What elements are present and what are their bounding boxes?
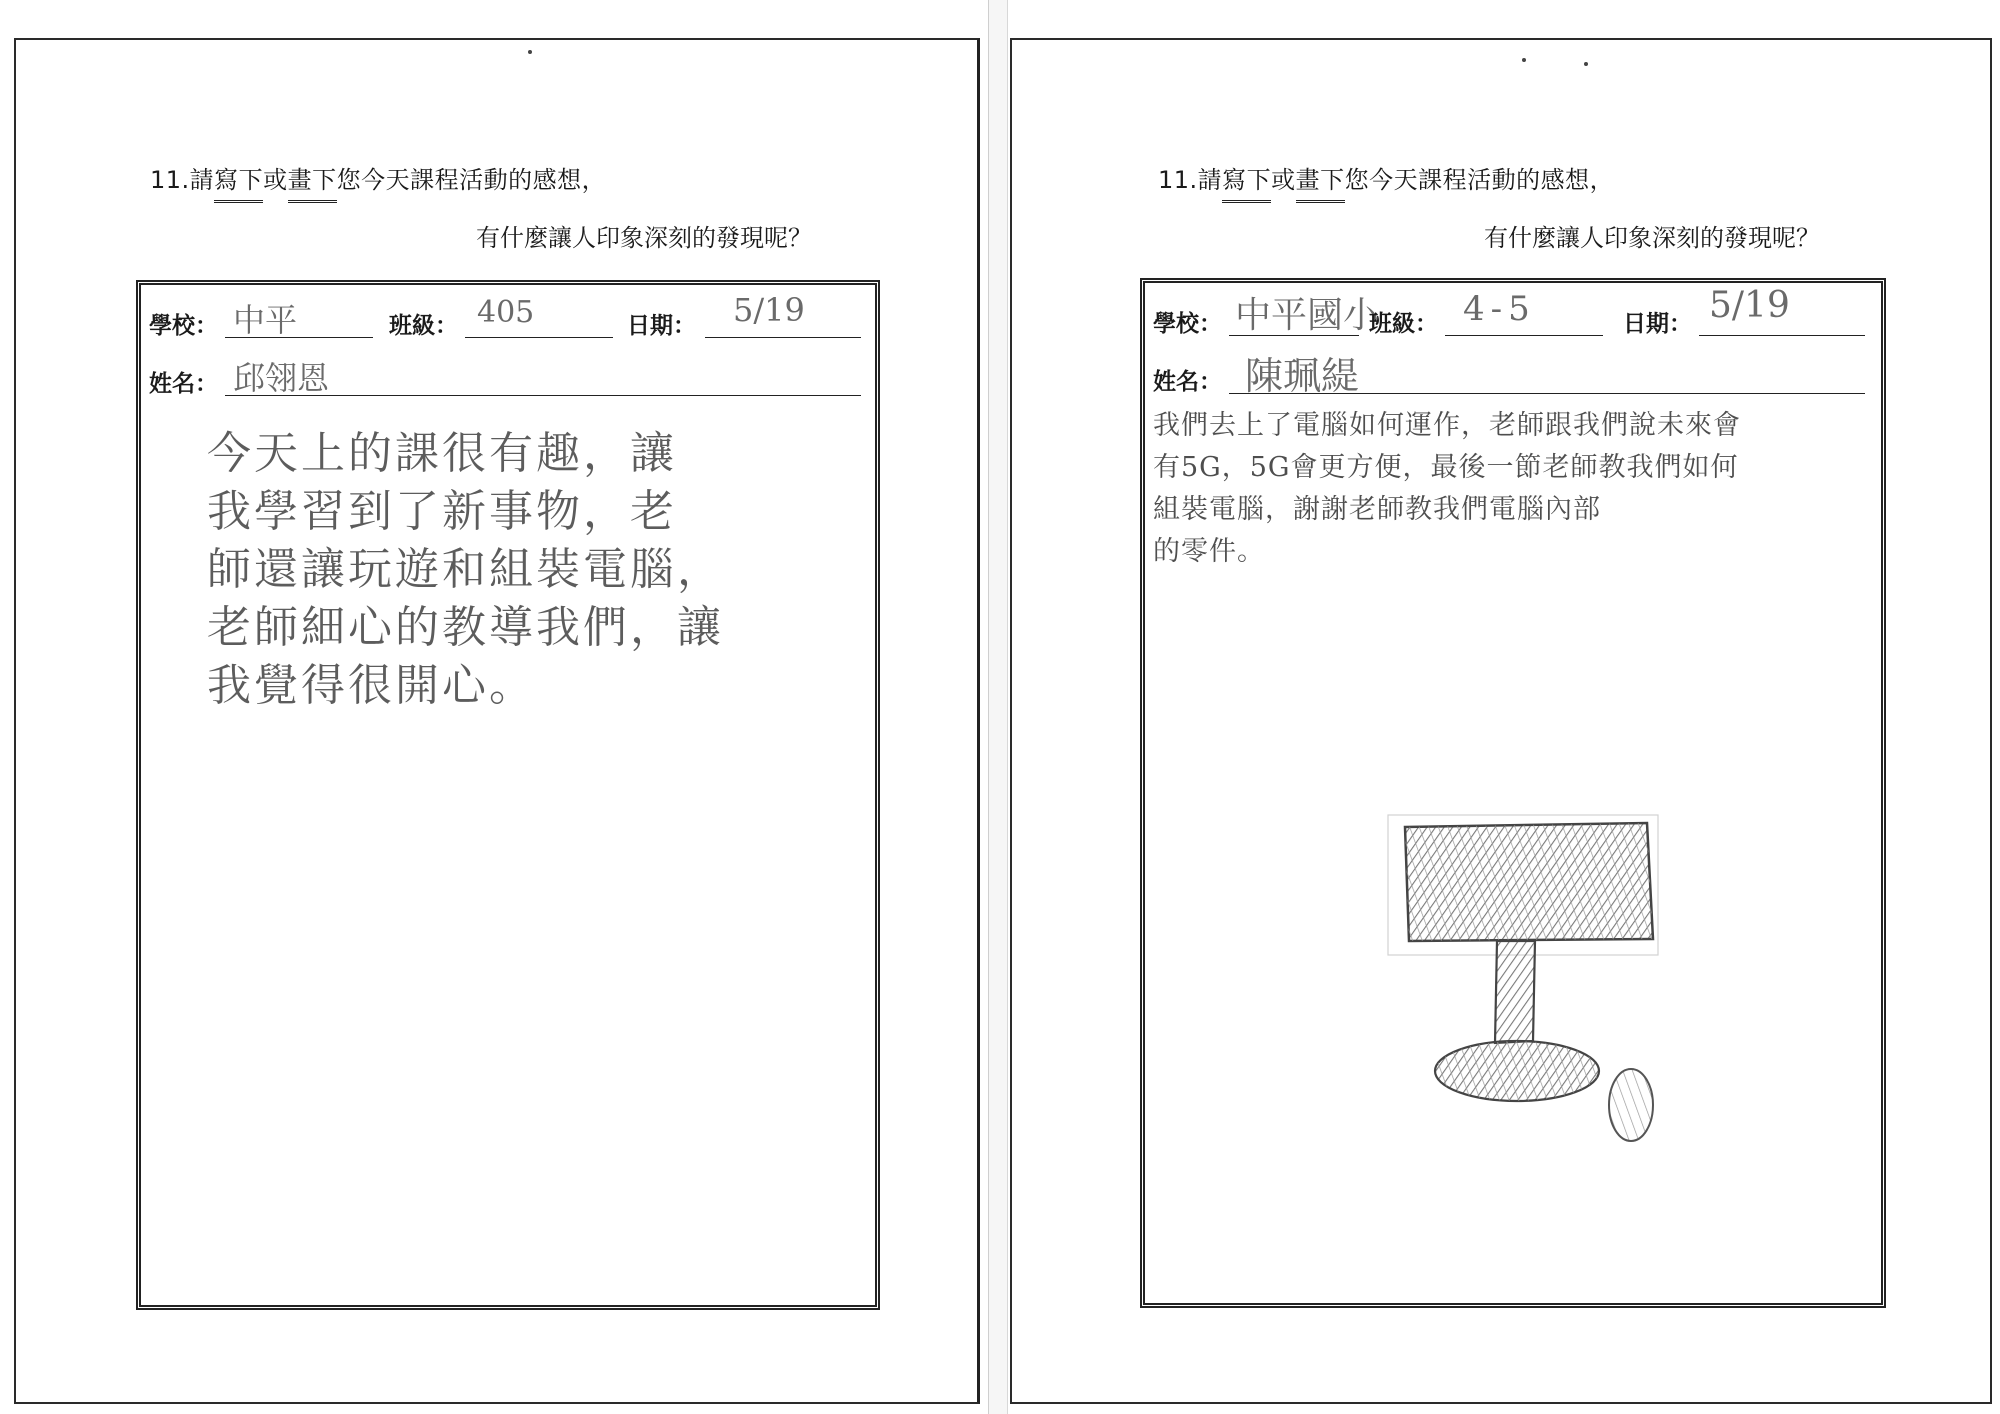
- name-label: 姓名：: [149, 371, 218, 397]
- underlined-word: 畫下: [1296, 160, 1345, 195]
- date-value: 5/19: [733, 291, 805, 329]
- worksheet-left: [14, 38, 980, 1404]
- class-value: 405: [477, 295, 535, 330]
- school-label: 學校：: [149, 313, 218, 339]
- essay-line: 有5G，5G會更方便，最後一節老師教我們如何: [1153, 452, 1739, 483]
- name-label: 姓名：: [1153, 369, 1222, 395]
- scan-speck: [528, 50, 532, 54]
- school-value: 中平: [233, 301, 298, 339]
- monitor-base-shading: [1435, 1041, 1599, 1101]
- class-label: 班級：: [389, 313, 458, 339]
- date-line: [705, 337, 861, 338]
- class-value: 4-5: [1463, 289, 1536, 329]
- essay-line: 我們去上了電腦如何運作，老師跟我們說未來會: [1153, 410, 1741, 441]
- essay-line: 今天上的課很有趣，讓: [207, 428, 677, 479]
- question-number: 11.: [150, 166, 190, 194]
- date-label: 日期：: [627, 313, 696, 339]
- essay-text: [207, 425, 724, 715]
- essay-line: 師還讓玩遊和組裝電腦，: [207, 544, 724, 595]
- monitor-screen-shading: [1405, 823, 1653, 941]
- date-label: 日期：: [1623, 311, 1692, 337]
- school-value: 中平國小: [1235, 295, 1380, 336]
- binding-spine: [988, 0, 1008, 1414]
- underlined-word: 畫下: [288, 160, 337, 195]
- question-line-1: 11.請寫下或畫下您今天課程活動的感想，: [1158, 160, 1614, 195]
- class-label: 班級：: [1369, 311, 1438, 337]
- question-number: 11.: [1158, 166, 1198, 194]
- scan-speck: [1584, 62, 1588, 66]
- computer-monitor-drawing: [1385, 813, 1685, 1213]
- essay-line: 組裝電腦，謝謝老師教我們電腦內部: [1153, 494, 1601, 525]
- school-label: 學校：: [1153, 311, 1222, 337]
- date-value: 5/19: [1709, 285, 1790, 326]
- essay-line: 老師細心的教導我們，讓: [207, 602, 724, 653]
- essay-text: [1153, 405, 1741, 573]
- underlined-word: 寫下: [1222, 160, 1271, 195]
- underlined-word: 寫下: [214, 160, 263, 195]
- question-line-1: 11.請寫下或畫下您今天課程活動的感想，: [150, 160, 606, 195]
- computer-mouse: [1609, 1069, 1653, 1141]
- monitor-stand-neck: [1495, 941, 1535, 1043]
- name-value: 陳珮緹: [1245, 354, 1360, 398]
- question-line-2: 有什麼讓人印象深刻的發現呢？: [476, 224, 812, 252]
- date-line: [1699, 335, 1865, 336]
- question-line-2: 有什麼讓人印象深刻的發現呢？: [1484, 224, 1820, 252]
- name-value: 邱翎恩: [233, 359, 330, 397]
- essay-line: 我覺得很開心。: [207, 660, 536, 711]
- essay-line: 的零件。: [1153, 536, 1265, 567]
- scan-speck: [1522, 58, 1526, 62]
- class-line: [1445, 335, 1603, 336]
- answer-box: [1140, 278, 1886, 1308]
- worksheet-right: [1010, 38, 1992, 1404]
- class-line: [465, 337, 613, 338]
- essay-line: 我學習到了新事物，老: [207, 486, 677, 537]
- answer-box: [136, 280, 880, 1310]
